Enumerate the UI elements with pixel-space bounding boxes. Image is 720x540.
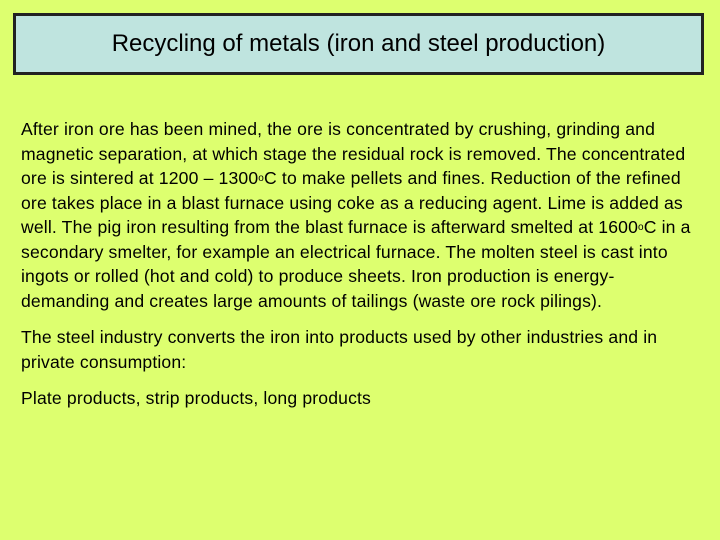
paragraph-iron-production xyxy=(21,117,701,313)
degree-mark: o xyxy=(258,173,265,184)
degree-mark: o xyxy=(638,222,644,233)
paragraph-1-part-3: C in a secondary smelter, for example an electrical furnace. The molten steel is cast into ingots or rolled (hot and cold) to produce sheets. Iron production is energy-demanding and creates large amounts of tailings (waste ore rock pilings). xyxy=(21,217,691,311)
slide-body xyxy=(21,117,701,411)
paragraph-1-part-1: After iron ore has been mined, the ore is concentrated by crushing, grinding and magnetic separation, at which stage the residual rock is removed. The concentrated ore is sintered at 1200 – 1300 xyxy=(21,119,686,188)
title-box xyxy=(13,13,704,75)
paragraph-products: Plate products, strip products, long products xyxy=(21,388,372,408)
paragraph-steel-industry: The steel industry converts the iron into products used by other industries and in private consumption: xyxy=(21,327,658,372)
paragraph-1-part-2: C to make pellets and fines. Reduction of the refined ore takes place in a blast furnace using coke as a reducing agent. Lime is added as well. The pig iron resulting from the blast furnace is afterward smelted at 1600 xyxy=(21,168,683,237)
slide-title: Recycling of metals (iron and steel production) xyxy=(111,30,606,57)
